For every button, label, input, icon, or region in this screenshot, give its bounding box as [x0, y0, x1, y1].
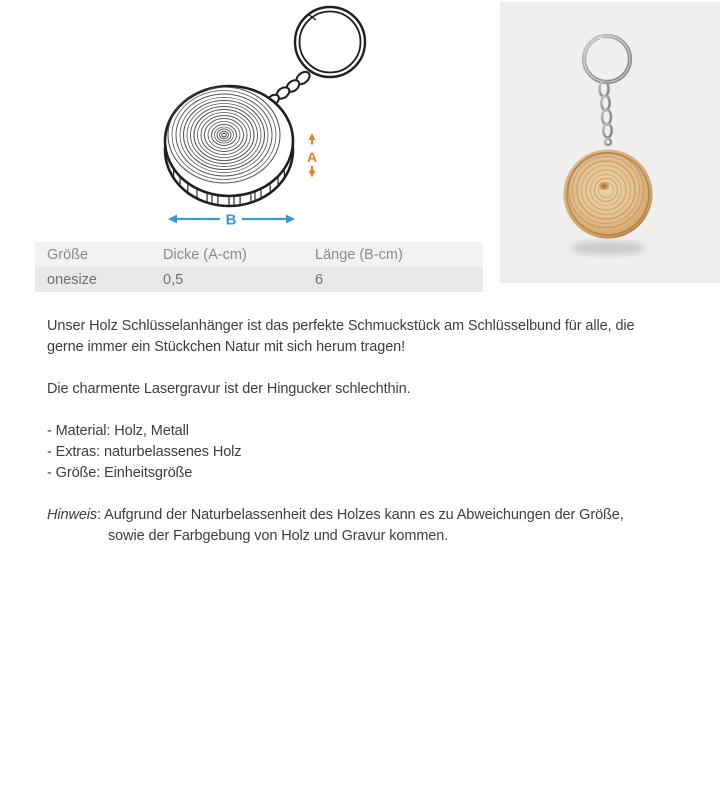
feature-item-size: - Größe: Einheitsgröße	[47, 465, 193, 481]
column-header-size: Größe	[47, 246, 89, 263]
dimension-b-marker	[168, 212, 295, 229]
dimension-a-marker	[307, 133, 317, 178]
description-paragraph-1: Unser Holz Schlüsselanhänger ist das perfekte Schmuckstück am Schlüsselbund für alle, die gerne immer ein Stückchen Natur mit sich herum tragen!	[47, 318, 635, 355]
feature-list	[47, 421, 717, 484]
photo-wood-slice	[564, 150, 653, 239]
note-text: : Aufgrund der Naturbelassenheit des Holzes kann es zu Abweichungen der Größe, sowie der Farbgebung von Holz und Gravur kommen.	[97, 507, 624, 544]
product-description	[47, 316, 717, 547]
diagram-wood-slice	[165, 86, 293, 206]
column-header-thickness: Dicke (A-cm)	[163, 246, 247, 263]
feature-item-material: - Material: Holz, Metall	[47, 423, 189, 439]
cell-length-value: 6	[315, 271, 324, 288]
cell-size-value: onesize	[47, 271, 97, 288]
note-label: Hinweis	[47, 507, 98, 523]
table-row	[35, 267, 483, 292]
note-paragraph	[47, 505, 717, 547]
diagram-keyring-icon	[295, 7, 365, 77]
dimension-b-label: B	[225, 211, 237, 229]
product-photo[interactable]	[500, 2, 720, 283]
column-header-length: Länge (B-cm)	[315, 246, 403, 263]
size-table-header-row	[35, 242, 483, 267]
cell-thickness-value: 0,5	[163, 271, 184, 288]
dimension-a-label: A	[306, 149, 318, 165]
size-table	[35, 242, 483, 292]
description-paragraph-2: Die charmente Lasergravur ist der Hingucker schlechthin.	[47, 381, 411, 397]
feature-item-extras: - Extras: naturbelassenes Holz	[47, 444, 242, 460]
photo-shadow	[570, 242, 646, 255]
product-dimension-diagram	[158, 5, 382, 237]
